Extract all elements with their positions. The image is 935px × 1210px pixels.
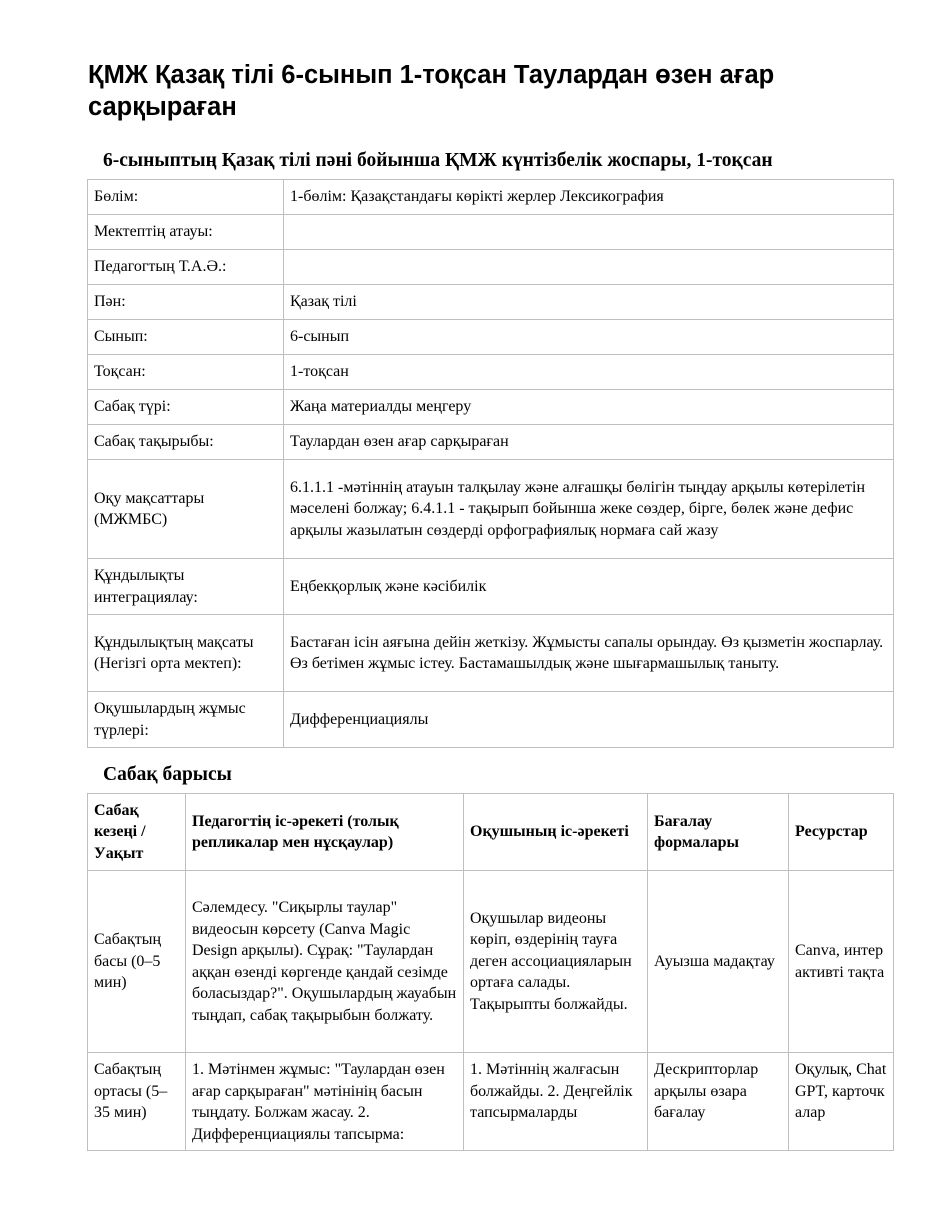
info-row-school: [88, 215, 894, 250]
info-row-work-types: [88, 692, 894, 748]
stage-time-cell: Сабақтың басы (0–5 мин): [88, 871, 186, 1053]
info-value: 6-сынып: [284, 320, 894, 355]
lesson-progress-heading: Сабақ барысы: [103, 764, 232, 785]
table-row: [88, 1053, 894, 1151]
info-row-lesson-topic: [88, 425, 894, 460]
info-row-lesson-type: [88, 390, 894, 425]
info-label: Пән:: [88, 285, 284, 320]
info-row-teacher: [88, 250, 894, 285]
resources-cell: Canva, интерактивті тақта: [789, 871, 894, 1053]
info-value: Бастаған ісін аяғына дейін жеткізу. Жұмысты сапалы орындау. Өз қызметін жоспарлау. Өз бетімен жұмыс істеу. Бастамашылдық және шығармашылық таныту.: [284, 615, 894, 692]
header-resources: Ресурстар: [789, 794, 894, 871]
info-label: Педагогтың Т.А.Ә.:: [88, 250, 284, 285]
plan-heading: 6-сыныптың Қазақ тілі пәні бойынша ҚМЖ күнтізбелік жоспары, 1-тоқсан: [103, 150, 773, 171]
info-value: Қазақ тілі: [284, 285, 894, 320]
info-value: Таулардан өзен ағар сарқыраған: [284, 425, 894, 460]
info-value: [284, 215, 894, 250]
info-value: 1-тоқсан: [284, 355, 894, 390]
info-label: Оқу мақсаттары (МЖМБС): [88, 460, 284, 559]
student-activity-cell: 1. Мәтіннің жалғасын болжайды. 2. Деңгейлік тапсырмаларды: [464, 1053, 648, 1151]
info-value: Еңбекқорлық және кәсібилік: [284, 559, 894, 615]
document-title: ҚМЖ Қазақ тілі 6-сынып 1-тоқсан Таулардан өзен ағар сарқыраған: [88, 61, 775, 121]
info-value: Жаңа материалды меңгеру: [284, 390, 894, 425]
info-label: Бөлім:: [88, 180, 284, 215]
table-row: [88, 871, 894, 1053]
teacher-activity-cell: Сәлемдесу. "Сиқырлы таулар" видеосын көрсету (Canva Magic Design арқылы). Сұрақ: "Таулардан аққан өзенді көргенде қандай сезімде боласыздар?". Оқушылардың жауабын тыңдап, сабақ тақырыбын болжату.: [186, 871, 464, 1053]
assessment-cell: Дескрипторлар арқылы өзара бағалау: [648, 1053, 789, 1151]
student-activity-cell: Оқушылар видеоны көріп, өздерінің тауға деген ассоциацияларын ортаға салады. Тақырыпты болжайды.: [464, 871, 648, 1053]
lesson-header-row: [88, 794, 894, 871]
teacher-activity-cell: 1. Мәтінмен жұмыс: "Таулардан өзен ағар сарқыраған" мәтінінің басын тыңдату. Болжам жасау. 2. Дифференциациялы тапсырма:: [186, 1053, 464, 1151]
info-label: Сынып:: [88, 320, 284, 355]
info-row-subject: [88, 285, 894, 320]
stage-time-cell: Сабақтың ортасы (5–35 мин): [88, 1053, 186, 1151]
info-label: Мектептің атауы:: [88, 215, 284, 250]
info-row-grade: [88, 320, 894, 355]
info-label: Сабақ түрі:: [88, 390, 284, 425]
info-row-section: [88, 180, 894, 215]
lesson-progress-table: [87, 793, 894, 1151]
info-row-learning-objectives: [88, 460, 894, 559]
info-row-value-integration: [88, 559, 894, 615]
resources-cell: Оқулық, ChatGPT, карточкалар: [789, 1053, 894, 1151]
lesson-info-table: [87, 179, 894, 748]
info-value: 1-бөлім: Қазақстандағы көрікті жерлер Лексикография: [284, 180, 894, 215]
info-label: Құндылықтың мақсаты (Негізгі орта мектеп):: [88, 615, 284, 692]
info-value: [284, 250, 894, 285]
info-row-quarter: [88, 355, 894, 390]
info-label: Тоқсан:: [88, 355, 284, 390]
header-stage-time: Сабақ кезеңі / Уақыт: [88, 794, 186, 871]
info-label: Құндылықты интеграциялау:: [88, 559, 284, 615]
assessment-cell: Ауызша мадақтау: [648, 871, 789, 1053]
info-label: Сабақ тақырыбы:: [88, 425, 284, 460]
info-value: Дифференциациялы: [284, 692, 894, 748]
header-teacher-activity: Педагогтің іс-әрекеті (толық репликалар мен нұсқаулар): [186, 794, 464, 871]
header-assessment: Бағалау формалары: [648, 794, 789, 871]
header-student-activity: Оқушының іс-әрекеті: [464, 794, 648, 871]
info-label: Оқушылардың жұмыс түрлері:: [88, 692, 284, 748]
info-row-value-goal: [88, 615, 894, 692]
info-value: 6.1.1.1 -мәтіннің атауын талқылау және алғашқы бөлігін тыңдау арқылы көтерілетін мәселені болжау; 6.4.1.1 - тақырып бойынша жеке сөздер, бірге, бөлек және дефис арқылы жазылатын сөздерді орфографиялық нормаға сай жазу: [284, 460, 894, 559]
